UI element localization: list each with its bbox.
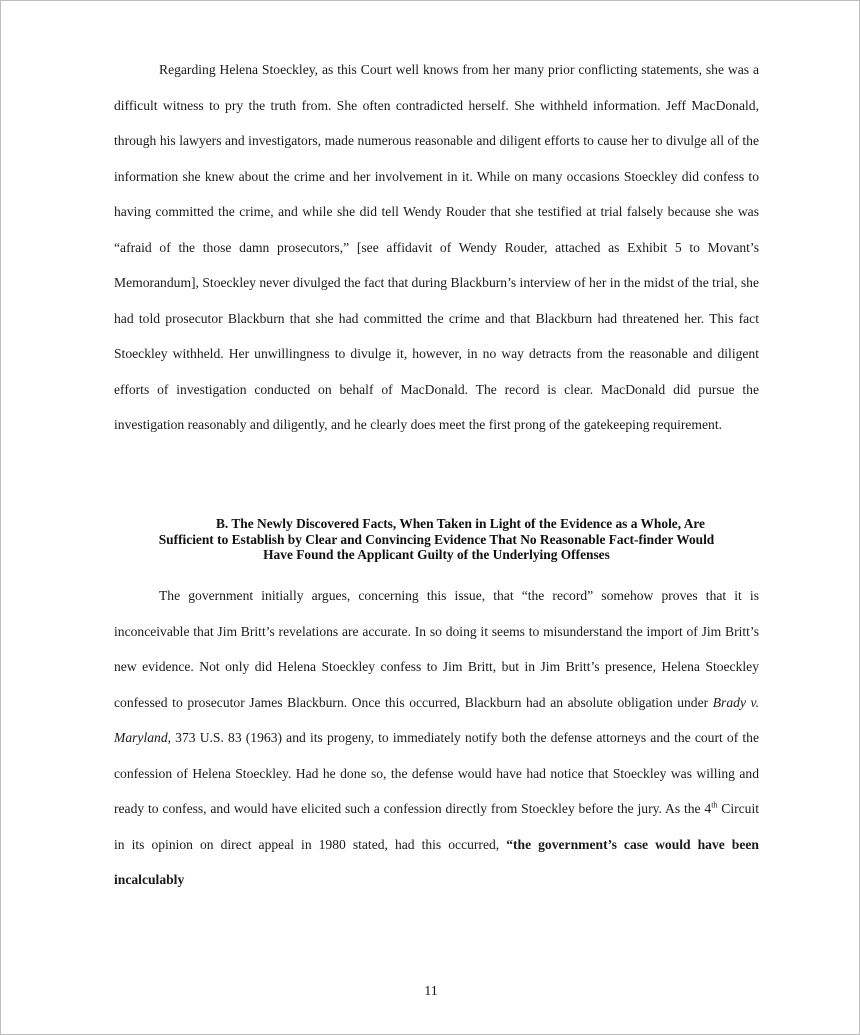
ordinal-superscript: th [711,800,718,810]
section-heading-line-1: B. The Newly Discovered Facts, When Taken in Light of the Evidence as a Whole, Are [215,516,706,531]
body-paragraph-2 [114,578,759,898]
case-citation: Brady v. Maryland [114,694,759,745]
paragraph-2-text-2: , 373 U.S. 83 (1963) and its progeny, to immediately notify both the defense attorneys and the court of the confession of Helena Stoeckley. Had he done so, the defense would have had notice that Stoeckley was willing and ready to confess, and would have elicited such a confession directly from Stoeckley before the jury. As the 4 [114,730,759,816]
section-heading-line-2: Sufficient to Establish by Clear and Convincing Evidence That No Reasonable Fact-finder Would [158,531,715,547]
section-heading-line-3: Have Found the Applicant Guilty of the Underlying Offenses [263,547,610,562]
body-paragraph-1: Regarding Helena Stoeckley, as this Court well knows from her many prior conflicting statements, she was a difficult witness to pry the truth from. She often contradicted herself. She withheld information. Jeff MacDonald, through his lawyers and investigators, made numerous reasonable and diligent efforts to cause her to divulge all of the information she knew about the crime and her involvement in it. While on many occasions Stoeckley did confess to having committed the crime, and while she did tell Wendy Rouder that she testified at trial falsely because she was “afraid of the those damn prosecutors,” [see affidavit of Wendy Rouder, attached as Exhibit 5 to Movant’s Memorandum], Stoeckley never divulged the fact that during Blackburn’s interview of her in the midst of the trial, she had told prosecutor Blackburn that she had committed the crime and that Blackburn had threatened her. This fact Stoeckley withheld. Her unwillingness to divulge it, however, in no way detracts from the reasonable and diligent efforts of investigation conducted on behalf of MacDonald. The record is clear. MacDonald did pursue the investigation reasonably and diligently, and he clearly does meet the first prong of the gatekeeping requirement. [114,62,759,432]
paragraph-2-text-1: The government initially argues, concerning this issue, that “the record” somehow proves that it is inconceivable that Jim Britt’s revelations are accurate. In so doing it seems to misunderstand the import of Jim Britt’s new evidence. Not only did Helena Stoeckley confess to Jim Britt, but in Jim Britt’s presence, Helena Stoeckley confessed to prosecutor James Blackburn. Once this occurred, Blackburn had an absolute obligation under [114,588,759,710]
page-number: 11 [424,984,438,999]
bold-quotation: “the government’s case would have been incalculably [114,836,759,887]
section-heading-b [114,516,759,563]
paragraph-2-text-3: Circuit in its opinion on direct appeal in 1980 stated, had this occurred, [114,801,760,852]
